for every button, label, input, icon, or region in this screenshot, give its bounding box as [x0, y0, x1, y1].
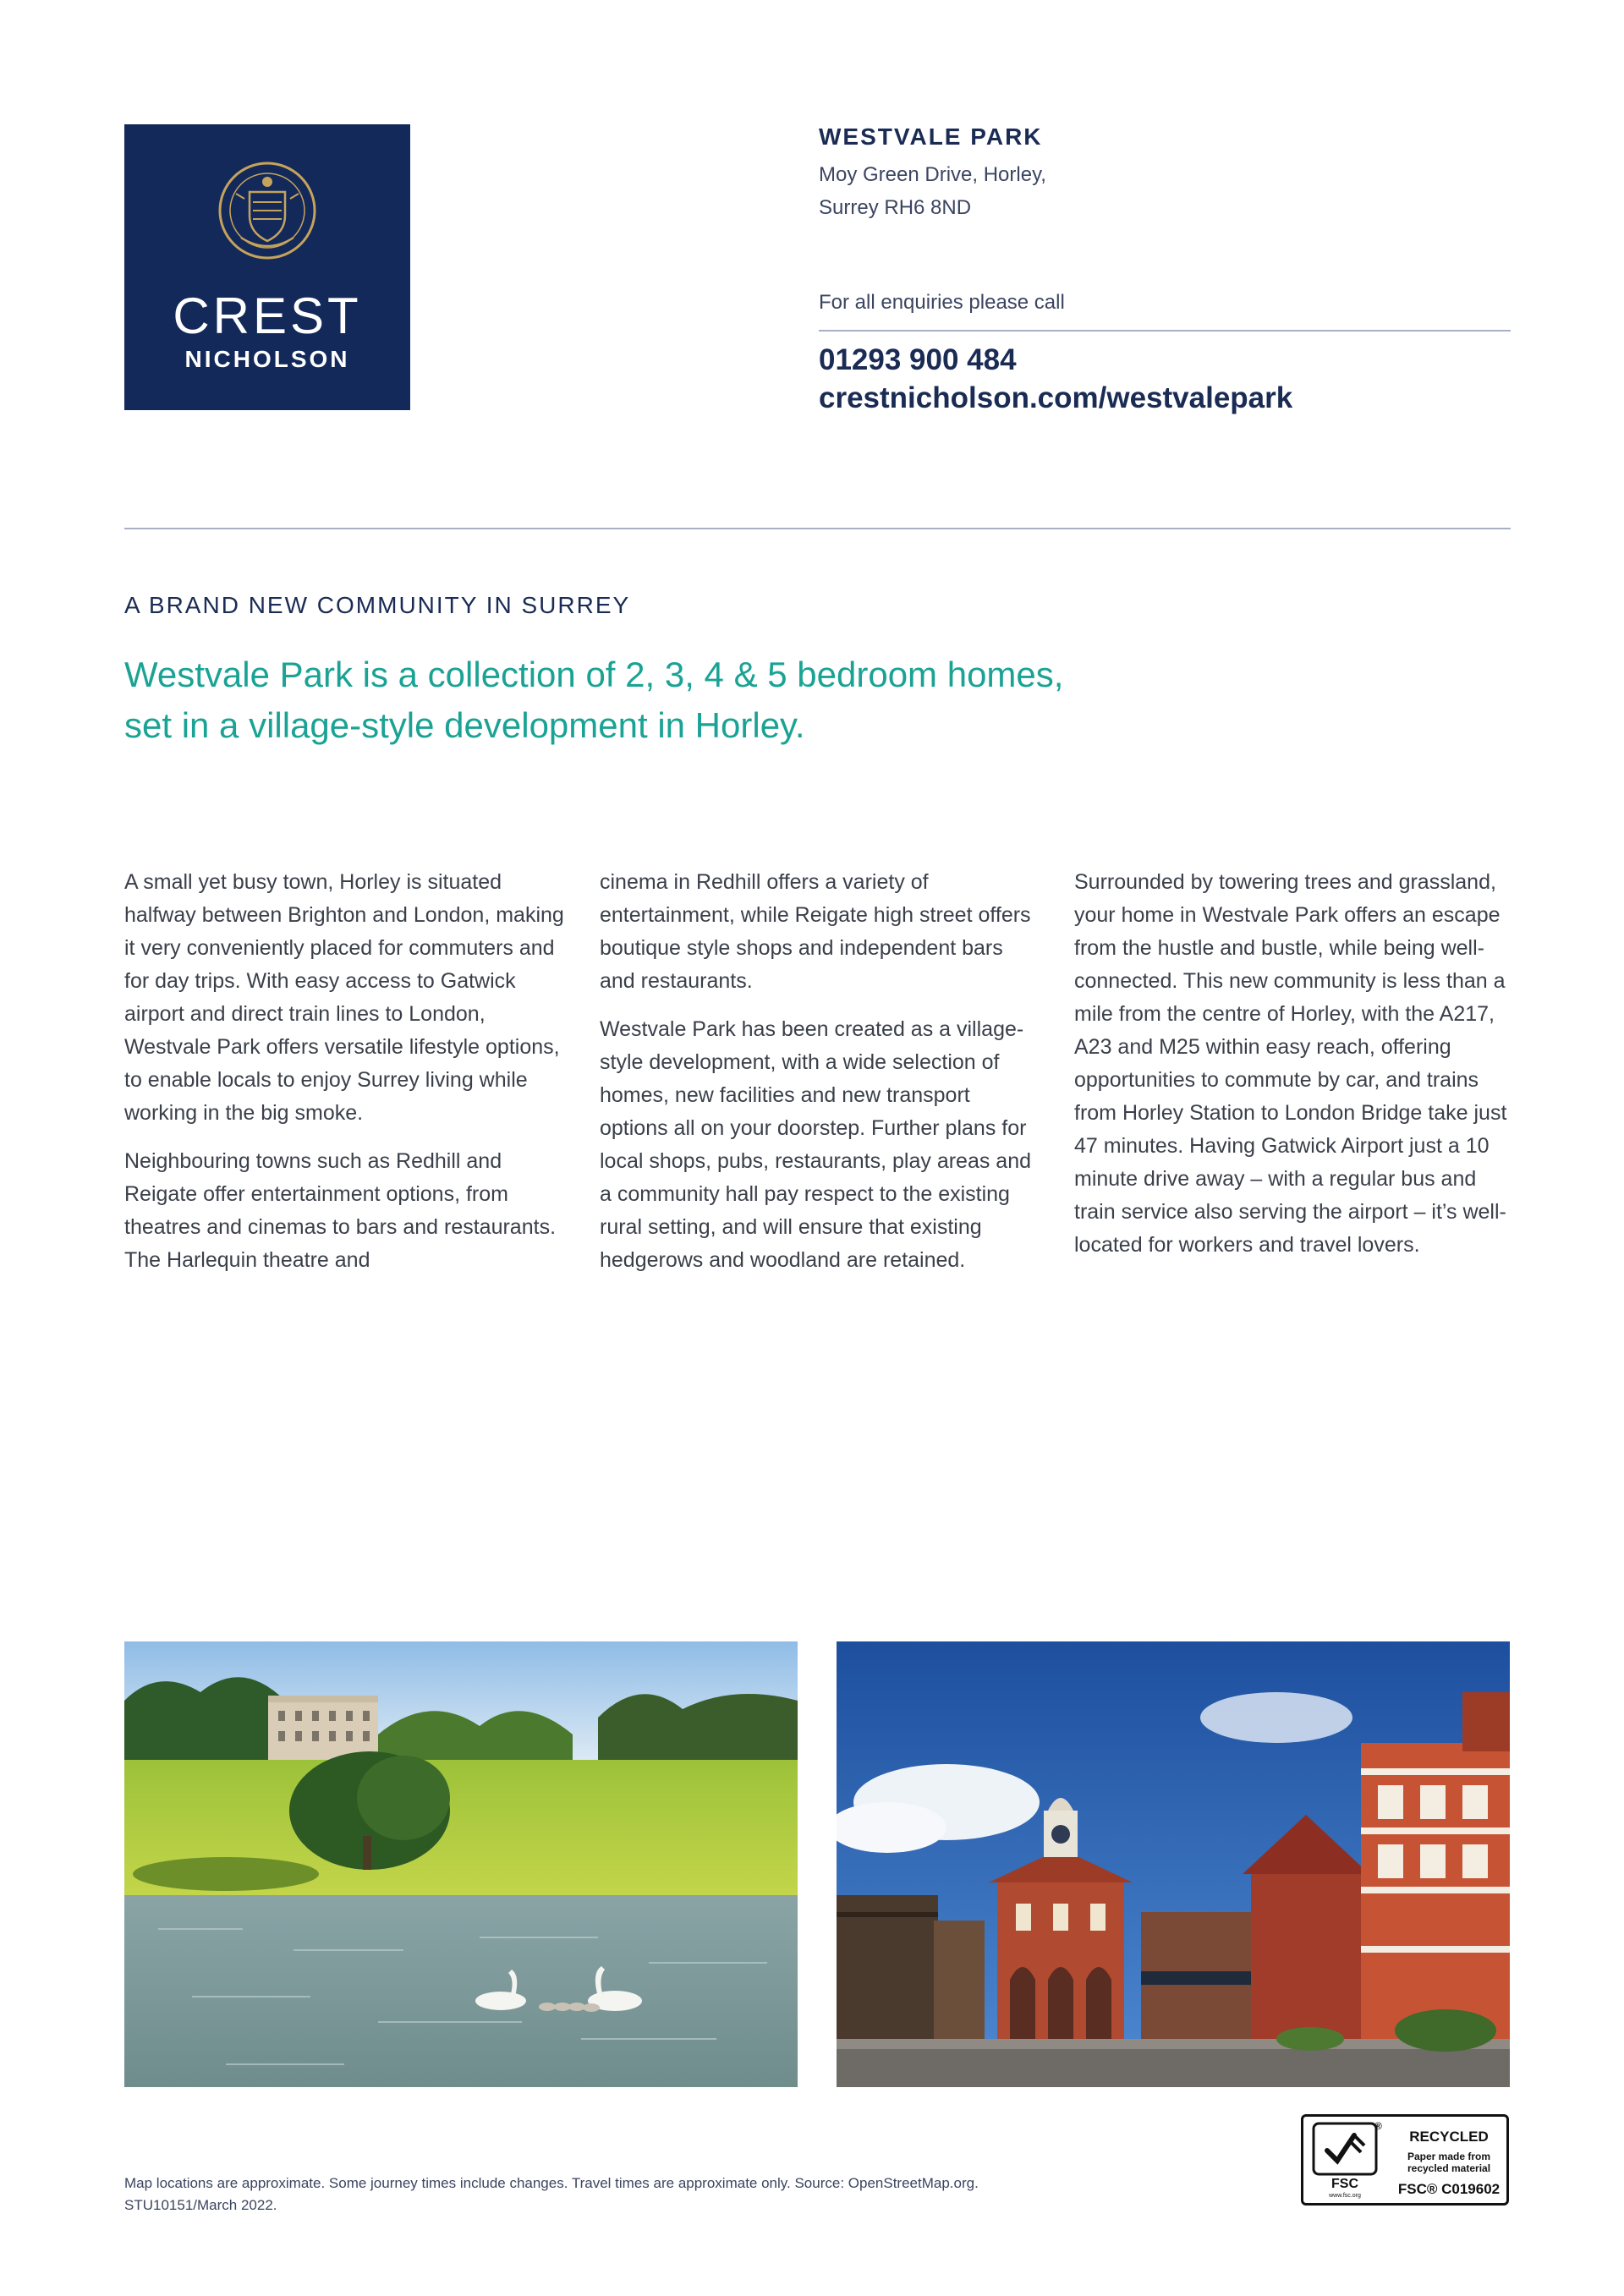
- brand-logo: [124, 124, 410, 410]
- contact-divider: [819, 330, 1511, 332]
- body-paragraph: Surrounded by towering trees and grassland, your home in Westvale Park offers an escape from the hustle and bustle, while being well-connected. This new community is less than a mile from the centre of Horley, with the A217, A23 and M25 within easy reach, offering opportunities to commute by car, and trains from Horley Station to London Bridge take just 47 minutes. Having Gatwick Airport just a 10 minute drive away – with a regular bus and train service also serving the airport – it’s well-located for workers and travel lovers.: [1074, 870, 1507, 1257]
- body-paragraph: Neighbouring towns such as Redhill and Reigate offer entertainment options, from theatres and cinemas to bars and restaurants. The Harlequin theatre and: [124, 1149, 557, 1272]
- fsc-registered-mark: ®: [1374, 2120, 1382, 2132]
- footer-disclaimer: Map locations are approximate. Some journey times include changes. Travel times are approximate only. Source: OpenStreetMap.org.: [124, 2175, 979, 2191]
- website-link[interactable]: crestnicholson.com/westvalepark: [819, 381, 1293, 414]
- headline: [124, 649, 1224, 751]
- brand-name-primary: CREST: [173, 288, 362, 344]
- headline-line-1: Westvale Park is a collection of 2, 3, 4 & 5 bedroom homes,: [124, 655, 1064, 694]
- heraldic-crest-icon: [216, 160, 319, 287]
- enquiry-label: For all enquiries please call: [819, 291, 1065, 314]
- body-column-3: [1074, 866, 1514, 1277]
- fsc-subtitle-line-2: recycled material: [1407, 2162, 1491, 2174]
- photo-high-street: [837, 1641, 1510, 2087]
- fsc-title: RECYCLED: [1409, 2129, 1489, 2145]
- phone-number[interactable]: 01293 900 484: [819, 343, 1017, 376]
- fsc-tree-checkmark-icon: [1312, 2122, 1378, 2200]
- photo-lake-swans: [124, 1641, 798, 2087]
- fsc-mark-url: www.fsc.org: [1329, 2193, 1361, 2199]
- section-divider: [124, 528, 1511, 529]
- body-paragraph: cinema in Redhill offers a variety of entertainment, while Reigate high street offers boutique style shops and independent bars and restaurants.: [600, 870, 1031, 993]
- footer-reference: STU10151/March 2022.: [124, 2197, 277, 2213]
- body-paragraph: A small yet busy town, Horley is situated halfway between Brighton and London, making it very conveniently placed for commuters and for day trips. With easy access to Gatwick airport and direct train lines to London, Westvale Park offers versatile lifestyle options, to enable locals to enjoy Surrey living while working in the big smoke.: [124, 870, 564, 1125]
- fsc-mark-label: FSC: [1331, 2177, 1358, 2191]
- body-paragraph: Westvale Park has been created as a village-style development, with a wide selection of homes, new facilities and new transport options all on your doorstep. Further plans for local shops, pubs, restaurants, play areas and a community hall pay respect to the existing rural setting, and will ensure that existing hedgerows and woodland are retained.: [600, 1017, 1032, 1272]
- body-column-1: [124, 866, 564, 1292]
- brand-name-secondary: NICHOLSON: [184, 346, 350, 372]
- section-eyebrow: A BRAND NEW COMMUNITY IN SURREY: [124, 592, 631, 618]
- address-line-2: Surrey RH6 8ND: [819, 196, 972, 219]
- body-column-2: [600, 866, 1040, 1292]
- fsc-subtitle-line-1: Paper made from: [1407, 2151, 1491, 2162]
- headline-line-2: set in a village-style development in Horley.: [124, 705, 805, 745]
- fsc-recycled-badge: [1301, 2114, 1509, 2206]
- fsc-license-code: FSC® C019602: [1397, 2181, 1501, 2197]
- development-name: WESTVALE PARK: [819, 123, 1043, 150]
- address-line-1: Moy Green Drive, Horley,: [819, 163, 1046, 186]
- fsc-subtitle: [1395, 2151, 1503, 2174]
